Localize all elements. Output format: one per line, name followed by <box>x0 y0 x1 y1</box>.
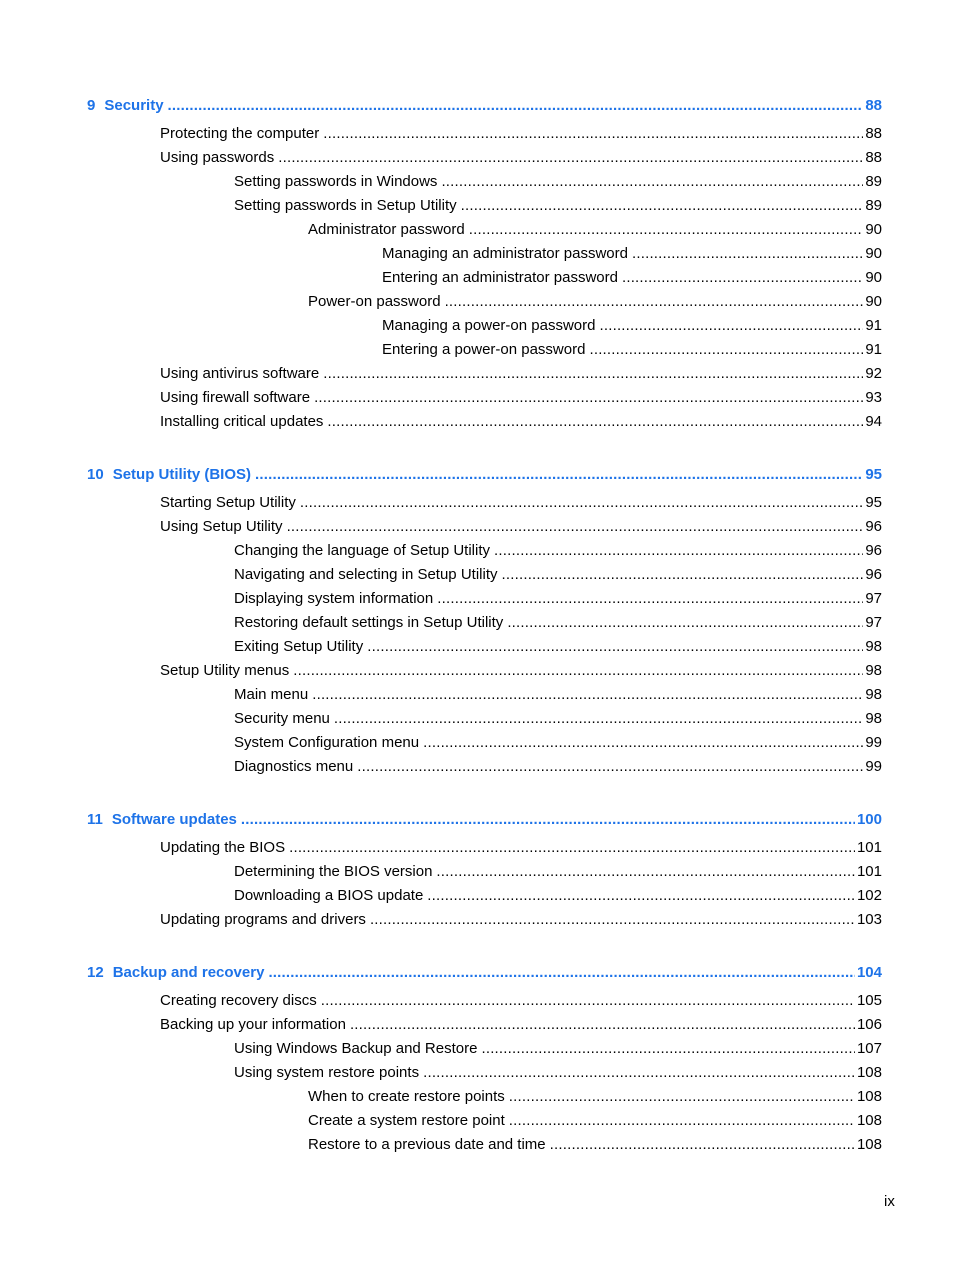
toc-entry[interactable] <box>160 836 882 860</box>
toc-entry[interactable] <box>160 659 882 683</box>
page-number: ix <box>884 1193 895 1210</box>
toc-entry[interactable] <box>308 290 882 314</box>
toc-entry[interactable] <box>234 860 882 884</box>
toc-entry[interactable] <box>234 170 882 194</box>
entry-page-number: 94 <box>865 413 882 430</box>
dot-leader <box>632 242 863 266</box>
entry-page-number: 99 <box>865 734 882 751</box>
entry-title: When to create restore points <box>308 1085 509 1109</box>
dot-leader <box>589 338 863 362</box>
toc-entry[interactable] <box>234 194 882 218</box>
dot-leader <box>423 731 863 755</box>
entry-title: Updating programs and drivers <box>160 908 370 932</box>
toc-entry[interactable] <box>308 1133 882 1157</box>
dot-leader <box>350 1013 855 1037</box>
dot-leader <box>323 122 863 146</box>
dot-leader <box>278 146 863 170</box>
entry-title: Entering an administrator password <box>382 266 622 290</box>
toc-entry[interactable] <box>382 266 882 290</box>
entry-title: Restoring default settings in Setup Utility <box>234 611 507 635</box>
entry-title: Setup Utility menus <box>160 659 293 683</box>
chapter-title-text: Setup Utility (BIOS) <box>112 466 252 483</box>
toc-chapter-heading[interactable] <box>87 463 882 487</box>
chapter-number: 12 <box>87 964 104 981</box>
toc-entry[interactable] <box>160 122 882 146</box>
entry-page-number: 98 <box>865 686 882 703</box>
entry-page-number: 101 <box>856 863 882 880</box>
entry-page-number: 95 <box>865 494 882 511</box>
entry-title: Using Windows Backup and Restore <box>234 1037 481 1061</box>
chapter-title-text: Software updates <box>111 811 237 828</box>
dot-leader <box>445 290 864 314</box>
chapter-page-number: 95 <box>865 466 882 483</box>
entry-title: System Configuration menu <box>234 731 423 755</box>
entry-page-number: 101 <box>856 839 882 856</box>
toc-entry[interactable] <box>160 989 882 1013</box>
toc-entry[interactable] <box>160 1013 882 1037</box>
entry-title: Setting passwords in Setup Utility <box>234 194 461 218</box>
chapter-number: 9 <box>87 97 96 114</box>
dot-leader <box>423 1061 855 1085</box>
entry-title: Using passwords <box>160 146 278 170</box>
toc-entry[interactable] <box>382 314 882 338</box>
entry-page-number: 88 <box>865 125 882 142</box>
dot-leader <box>509 1085 855 1109</box>
toc-entry[interactable] <box>234 683 882 707</box>
dot-leader <box>312 683 863 707</box>
dot-leader <box>321 989 855 1013</box>
entry-title: Displaying system information <box>234 587 437 611</box>
entry-page-number: 98 <box>865 710 882 727</box>
toc-entry[interactable] <box>234 563 882 587</box>
toc-chapter-heading[interactable] <box>87 961 882 985</box>
entry-page-number: 90 <box>865 293 882 310</box>
dot-leader <box>255 463 863 487</box>
entry-page-number: 108 <box>856 1088 882 1105</box>
dot-leader <box>437 587 863 611</box>
toc-entry[interactable] <box>234 587 882 611</box>
entry-page-number: 103 <box>856 911 882 928</box>
entry-page-number: 99 <box>865 758 882 775</box>
entry-title: Backing up your information <box>160 1013 350 1037</box>
toc-entry[interactable] <box>234 1037 882 1061</box>
entry-page-number: 96 <box>865 518 882 535</box>
entry-title: Managing a power-on password <box>382 314 599 338</box>
dot-leader <box>367 635 863 659</box>
dot-leader <box>509 1109 855 1133</box>
chapter-number: 11 <box>87 811 103 828</box>
toc-entry[interactable] <box>234 611 882 635</box>
entry-page-number: 90 <box>865 221 882 238</box>
toc-entry[interactable] <box>234 707 882 731</box>
dot-leader <box>427 884 855 908</box>
dot-leader <box>327 410 863 434</box>
chapter-page-number: 100 <box>856 811 882 828</box>
dot-leader <box>300 491 863 515</box>
entry-page-number: 89 <box>865 197 882 214</box>
entry-title: Protecting the computer <box>160 122 323 146</box>
toc-chapter-heading[interactable] <box>87 808 882 832</box>
toc-entry[interactable] <box>160 908 882 932</box>
toc-entry[interactable] <box>234 1061 882 1085</box>
chapter-page-number: 104 <box>856 964 882 981</box>
entry-page-number: 91 <box>865 317 882 334</box>
dot-leader <box>501 563 863 587</box>
entry-page-number: 90 <box>865 269 882 286</box>
entry-title: Updating the BIOS <box>160 836 289 860</box>
entry-title: Security menu <box>234 707 334 731</box>
chapter-title <box>87 808 241 832</box>
entry-page-number: 108 <box>856 1112 882 1129</box>
entry-title: Managing an administrator password <box>382 242 632 266</box>
dot-leader <box>494 539 863 563</box>
chapter-page-number: 88 <box>865 97 882 114</box>
entry-title: Determining the BIOS version <box>234 860 436 884</box>
toc-entry[interactable] <box>160 362 882 386</box>
toc-entry[interactable] <box>160 146 882 170</box>
entry-page-number: 108 <box>856 1136 882 1153</box>
entry-page-number: 96 <box>865 542 882 559</box>
table-of-contents <box>0 94 954 1157</box>
entry-title: Exiting Setup Utility <box>234 635 367 659</box>
entry-page-number: 106 <box>856 1016 882 1033</box>
chapter-title-text: Security <box>104 97 164 114</box>
entry-page-number: 98 <box>865 638 882 655</box>
entry-title: Restore to a previous date and time <box>308 1133 550 1157</box>
entry-page-number: 102 <box>856 887 882 904</box>
toc-entry[interactable] <box>382 338 882 362</box>
chapter-title <box>87 961 268 985</box>
entry-page-number: 97 <box>865 590 882 607</box>
entry-title: Diagnostics menu <box>234 755 357 779</box>
entry-title: Changing the language of Setup Utility <box>234 539 494 563</box>
toc-entry[interactable] <box>234 884 882 908</box>
dot-leader <box>461 194 864 218</box>
entry-title: Administrator password <box>308 218 469 242</box>
dot-leader <box>323 362 863 386</box>
entry-page-number: 90 <box>865 245 882 262</box>
chapter-number: 10 <box>87 466 104 483</box>
entry-title: Downloading a BIOS update <box>234 884 427 908</box>
toc-entry[interactable] <box>234 539 882 563</box>
toc-entry[interactable] <box>382 242 882 266</box>
toc-entry[interactable] <box>234 755 882 779</box>
entry-title: Main menu <box>234 683 312 707</box>
chapter-title-text: Backup and recovery <box>112 964 265 981</box>
toc-entry[interactable] <box>160 410 882 434</box>
chapter-title <box>87 94 168 118</box>
dot-leader <box>268 961 855 985</box>
entry-page-number: 105 <box>856 992 882 1009</box>
entry-title: Creating recovery discs <box>160 989 321 1013</box>
dot-leader <box>314 386 863 410</box>
dot-leader <box>370 908 855 932</box>
entry-page-number: 89 <box>865 173 882 190</box>
toc-entry[interactable] <box>308 1109 882 1133</box>
toc-entry[interactable] <box>160 491 882 515</box>
entry-page-number: 107 <box>856 1040 882 1057</box>
entry-page-number: 91 <box>865 341 882 358</box>
dot-leader <box>550 1133 855 1157</box>
dot-leader <box>441 170 863 194</box>
dot-leader <box>599 314 863 338</box>
dot-leader <box>293 659 863 683</box>
dot-leader <box>334 707 863 731</box>
entry-page-number: 96 <box>865 566 882 583</box>
dot-leader <box>357 755 863 779</box>
entry-page-number: 93 <box>865 389 882 406</box>
entry-title: Entering a power-on password <box>382 338 589 362</box>
toc-entry[interactable] <box>160 386 882 410</box>
entry-title: Starting Setup Utility <box>160 491 300 515</box>
dot-leader <box>436 860 855 884</box>
toc-entry[interactable] <box>234 731 882 755</box>
toc-entry[interactable] <box>160 515 882 539</box>
entry-title: Installing critical updates <box>160 410 327 434</box>
entry-page-number: 97 <box>865 614 882 631</box>
entry-title: Using firewall software <box>160 386 314 410</box>
dot-leader <box>289 836 855 860</box>
entry-page-number: 108 <box>856 1064 882 1081</box>
entry-page-number: 92 <box>865 365 882 382</box>
dot-leader <box>168 94 864 118</box>
entry-page-number: 88 <box>865 149 882 166</box>
dot-leader <box>481 1037 855 1061</box>
entry-title: Using antivirus software <box>160 362 323 386</box>
toc-entry[interactable] <box>308 1085 882 1109</box>
toc-entry[interactable] <box>234 635 882 659</box>
dot-leader <box>287 515 864 539</box>
entry-title: Using system restore points <box>234 1061 423 1085</box>
toc-chapter-heading[interactable] <box>87 94 882 118</box>
dot-leader <box>622 266 863 290</box>
entry-title: Power-on password <box>308 290 445 314</box>
entry-title: Navigating and selecting in Setup Utility <box>234 563 501 587</box>
entry-title: Using Setup Utility <box>160 515 287 539</box>
entry-title: Setting passwords in Windows <box>234 170 441 194</box>
dot-leader <box>241 808 855 832</box>
entry-title: Create a system restore point <box>308 1109 509 1133</box>
dot-leader <box>469 218 864 242</box>
entry-page-number: 98 <box>865 662 882 679</box>
dot-leader <box>507 611 863 635</box>
toc-entry[interactable] <box>308 218 882 242</box>
chapter-title <box>87 463 255 487</box>
